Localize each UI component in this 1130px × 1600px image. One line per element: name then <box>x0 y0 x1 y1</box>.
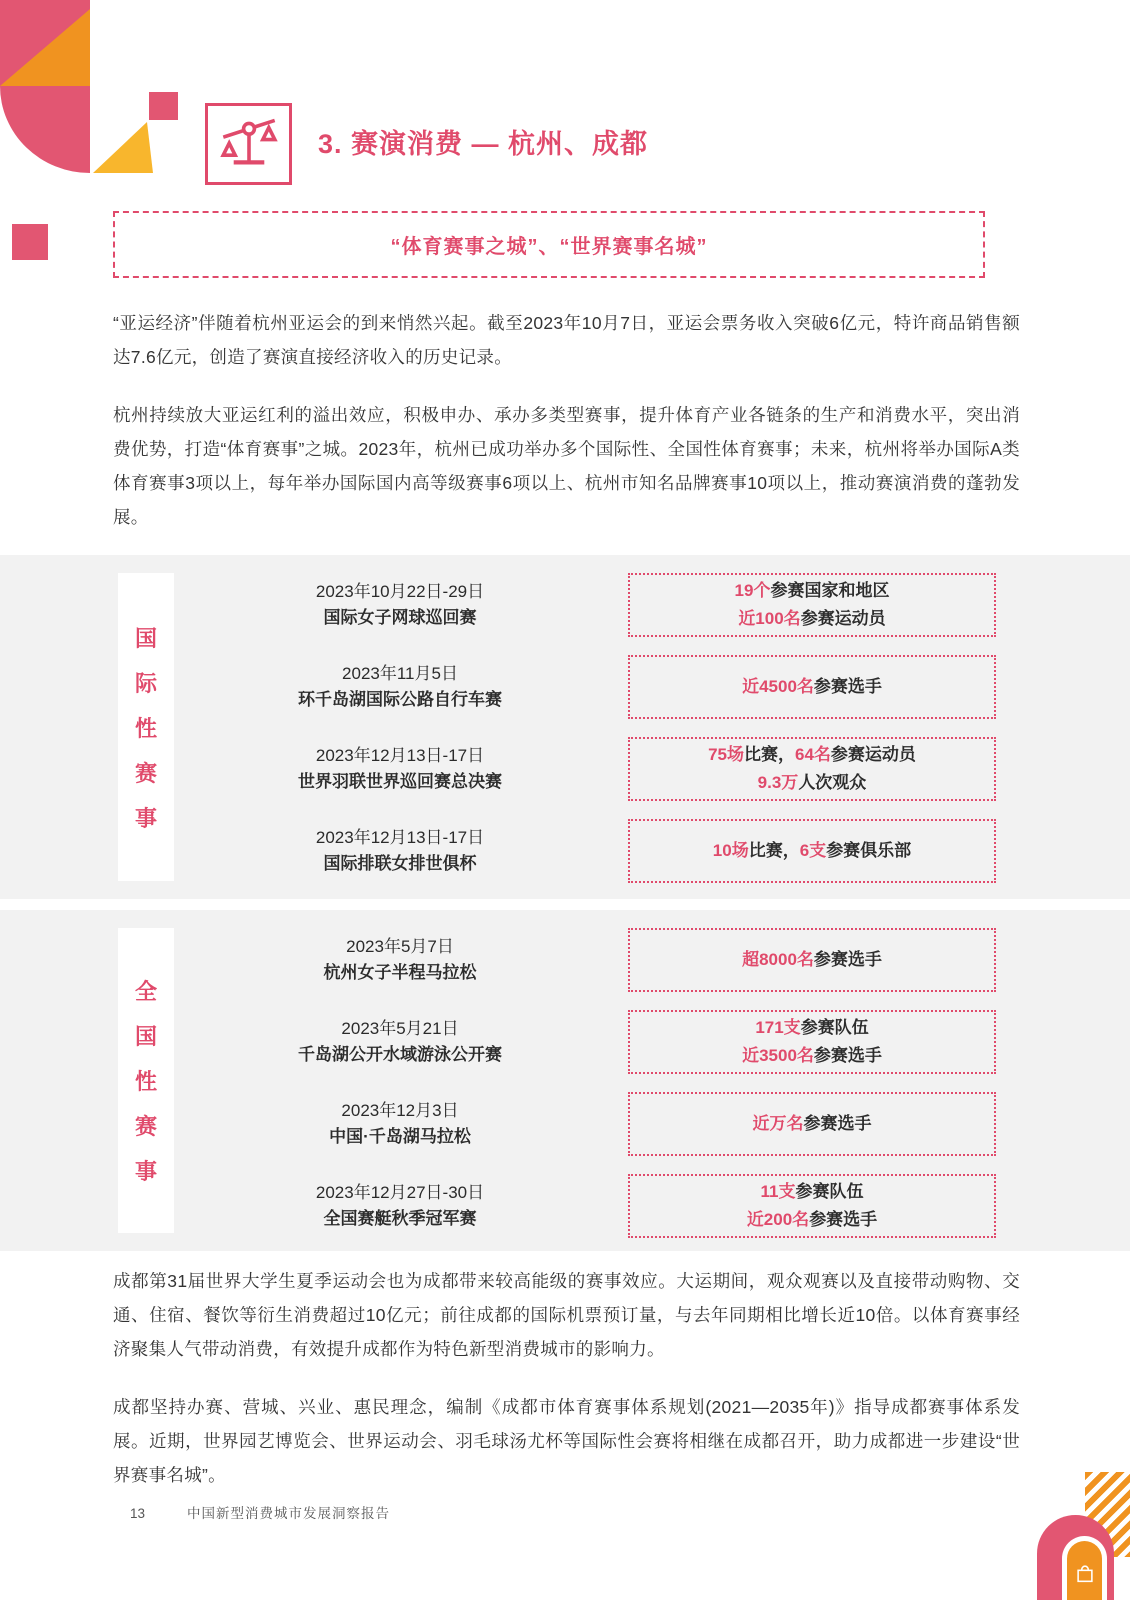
stat-text: 人次观众 <box>798 773 867 792</box>
event-info <box>245 1181 555 1231</box>
stat-line <box>747 1206 877 1234</box>
stat-text: 参赛选手 <box>813 950 882 969</box>
stat-line <box>761 1178 864 1206</box>
event-row <box>0 1092 1130 1156</box>
stat-highlight: 近万名 <box>752 1114 804 1133</box>
stat-text: 参赛运动员 <box>800 609 886 628</box>
stat-text: 参赛队伍 <box>800 1018 869 1037</box>
event-date: 2023年11月5日 <box>342 664 458 683</box>
stat-text: 参赛国家和地区 <box>770 581 890 600</box>
stat-highlight: 75场 <box>708 745 744 764</box>
stat-text: 参赛选手 <box>809 1210 878 1229</box>
event-date: 2023年5月7日 <box>346 937 454 956</box>
section-label-char: 赛 <box>134 760 157 786</box>
stat-highlight: 近100名 <box>738 609 801 628</box>
stat-line <box>758 769 867 797</box>
stat-highlight: 超8000名 <box>742 950 814 969</box>
section-label-char: 国 <box>134 1024 157 1049</box>
stat-line <box>742 1042 882 1070</box>
event-date: 2023年12月13日-17日 <box>315 828 485 847</box>
stat-line <box>742 673 882 701</box>
body-paragraph: 杭州持续放大亚运红利的溢出效应，积极申办、承办多类型赛事，提升体育产业各链条的生产和消费水平，突出消费优势，打造“体育赛事”之城。2023年，杭州已成功举办多个国际性、全国性体育赛事；未来，杭州将举办国际A类体育赛事3项以上，每年举办国际国内高等级赛事6项以上、杭州市知名品牌赛事10项以上，推动赛演消费的蓬勃发展。 <box>113 405 1020 527</box>
stat-highlight: 6支 <box>799 841 827 860</box>
event-row <box>0 573 1130 637</box>
event-date: 2023年12月27日-30日 <box>315 1183 485 1202</box>
event-row <box>0 655 1130 719</box>
shopping-bag-icon <box>1074 1563 1096 1585</box>
event-info <box>245 744 555 794</box>
slogan-text: “体育赛事之城”、“世界赛事名城” <box>390 236 708 258</box>
event-row <box>0 928 1130 992</box>
event-date: 2023年12月3日 <box>341 1101 459 1120</box>
decor-pink-quarter-circle <box>0 86 90 173</box>
stat-line <box>735 577 890 605</box>
stat-line <box>738 605 885 633</box>
section-label-char: 全 <box>134 979 157 1004</box>
stat-text: 比赛， <box>748 841 800 860</box>
event-info <box>245 1017 555 1067</box>
event-stat-box <box>628 1092 996 1156</box>
event-stat-box <box>628 737 996 801</box>
event-name: 国际排联女排世俱杯 <box>323 854 477 873</box>
event-name: 国际女子网球巡回赛 <box>323 608 477 627</box>
page-footer <box>130 1502 390 1522</box>
section-label-char: 事 <box>134 1159 157 1184</box>
stat-highlight: 10场 <box>712 841 749 860</box>
event-name: 世界羽联世界巡回赛总决赛 <box>298 772 502 791</box>
page-number: 13 <box>130 1506 146 1521</box>
event-row <box>0 737 1130 801</box>
section-label-char: 性 <box>134 715 157 741</box>
report-title: 中国新型消费城市发展洞察报告 <box>187 1506 391 1521</box>
stat-highlight: 近200名 <box>746 1210 810 1229</box>
section-national-events <box>0 910 1130 1251</box>
stat-highlight: 11支 <box>760 1182 796 1201</box>
stat-text: 比赛， <box>744 745 795 764</box>
event-name: 全国赛艇秋季冠军赛 <box>323 1209 477 1228</box>
event-date: 2023年12月13日-17日 <box>315 746 485 765</box>
event-info <box>245 580 555 630</box>
stat-line <box>753 1110 872 1138</box>
event-rows <box>0 928 1130 1238</box>
decor-arch-inner-orange <box>1067 1541 1102 1600</box>
section-label-char: 事 <box>134 805 157 831</box>
event-name: 杭州女子半程马拉松 <box>323 963 477 982</box>
event-info <box>245 1099 555 1149</box>
stat-line <box>708 741 916 769</box>
event-info <box>245 935 555 985</box>
event-stat-box <box>628 573 996 637</box>
body-paragraph: 成都坚持办赛、营城、兴业、惠民理念，编制《成都市体育赛事体系规划(2021—2035年)》指导成都赛事体系发展。近期，世界园艺博览会、世界运动会、羽毛球汤尤杯等国际性会赛将相继在成都召开，助力成都进一步建设“世界赛事名城”。 <box>113 1397 1020 1485</box>
stat-text: 参赛俱乐部 <box>826 841 912 860</box>
decor-yellow-triangle <box>93 122 153 173</box>
stat-highlight: 近4500名 <box>742 677 814 696</box>
stat-highlight: 19个 <box>734 581 771 600</box>
body-paragraph: 成都第31届世界大学生夏季运动会也为成都带来较高能级的赛事效应。大运期间，观众观赛以及直接带动购物、交通、住宿、餐饮等衍生消费超过10亿元；前往成都的国际机票预订量，与去年同期相比增长近10倍。以体育赛事经济聚集人气带动消费，有效提升成都作为特色新型消费城市的影响力。 <box>113 1271 1020 1359</box>
section-international-events <box>0 555 1130 899</box>
stat-highlight: 171支 <box>755 1018 801 1037</box>
event-name: 中国·千岛湖马拉松 <box>329 1127 471 1146</box>
balance-scale-icon <box>218 112 280 177</box>
stat-highlight: 64名 <box>795 745 831 764</box>
stat-text: 参赛运动员 <box>830 745 916 764</box>
event-info <box>245 662 555 712</box>
section-label-char: 性 <box>134 1069 157 1094</box>
section-label-char: 国 <box>134 625 157 651</box>
stat-text: 参赛选手 <box>803 1114 872 1133</box>
stat-line <box>742 946 882 974</box>
stat-text: 参赛队伍 <box>795 1182 864 1201</box>
event-name: 千岛湖公开水域游泳公开赛 <box>298 1045 502 1064</box>
stat-text: 参赛选手 <box>813 1046 882 1065</box>
section-label-char: 际 <box>134 670 157 696</box>
section-label-char: 赛 <box>134 1114 157 1139</box>
body-paragraph: “亚运经济”伴随着杭州亚运会的到来悄然兴起。截至2023年10月7日，亚运会票务收入突破6亿元，特许商品销售额达7.6亿元，创造了赛演直接经济收入的历史记录。 <box>113 313 1020 367</box>
event-stat-box <box>628 655 996 719</box>
event-date: 2023年10月22日-29日 <box>315 582 485 601</box>
stat-text: 参赛选手 <box>813 677 882 696</box>
stat-highlight: 近3500名 <box>742 1046 814 1065</box>
stat-line <box>755 1014 868 1042</box>
event-row <box>0 1174 1130 1238</box>
decor-pink-square-small <box>149 92 178 120</box>
stat-line <box>713 837 911 865</box>
event-stat-box <box>628 928 996 992</box>
event-date: 2023年5月21日 <box>341 1019 459 1038</box>
event-rows <box>0 573 1130 883</box>
page-title: 3. 赛演消费 — 杭州、成都 <box>318 129 649 159</box>
event-row <box>0 819 1130 883</box>
decor-pink-square-bottom <box>12 224 48 260</box>
stat-highlight: 9.3万 <box>757 773 799 792</box>
event-name: 环千岛湖国际公路自行车赛 <box>298 690 502 709</box>
header-icon-box <box>205 103 292 185</box>
event-stat-box <box>628 819 996 883</box>
event-info <box>245 826 555 876</box>
event-stat-box <box>628 1174 996 1238</box>
slogan-banner <box>113 211 985 278</box>
event-row <box>0 1010 1130 1074</box>
event-stat-box <box>628 1010 996 1074</box>
